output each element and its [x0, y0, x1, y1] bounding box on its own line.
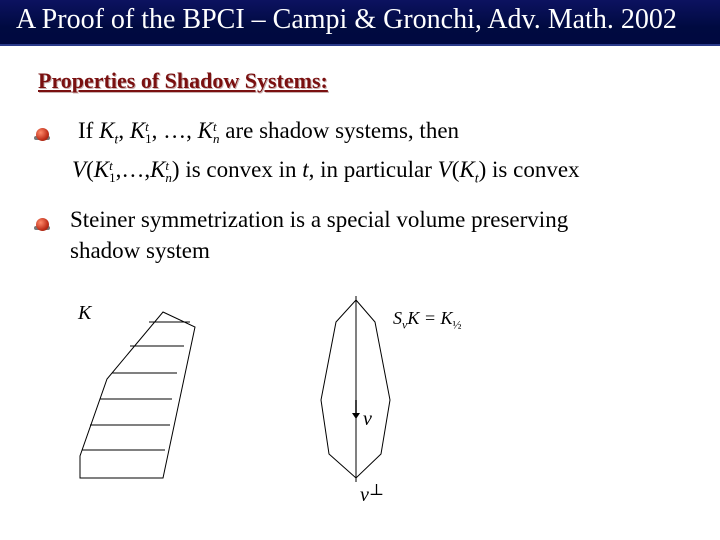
text: ,…,	[115, 157, 151, 182]
math-sup: t	[145, 118, 149, 134]
math-var: K	[129, 118, 146, 143]
body-k-outline	[80, 312, 195, 478]
math-sub: t	[114, 132, 119, 148]
math-sup: t	[165, 157, 170, 173]
math-var: V	[72, 157, 87, 182]
text: , in particular	[308, 157, 438, 182]
math-var: K	[150, 157, 166, 182]
math-var: K	[197, 118, 213, 143]
math-sub: 1	[109, 169, 116, 185]
math-sub: ½	[452, 317, 462, 332]
label-steiner	[393, 308, 462, 333]
math-sub: 1	[145, 130, 152, 146]
slide-title: A Proof of the BPCI – Campi & Gronchi, Adv. Math. 2002	[16, 4, 677, 35]
math-sub: v	[402, 317, 408, 332]
math-sub: t	[474, 171, 479, 187]
math-sup: t	[213, 118, 217, 134]
text: ) is convex	[478, 157, 580, 182]
label-v-perp	[360, 480, 384, 507]
math-var: K	[459, 157, 475, 182]
math-var: V	[437, 157, 452, 182]
math-var: v	[360, 484, 369, 506]
text: (	[451, 157, 460, 182]
bullet2-line2: shadow system	[70, 238, 210, 263]
math-sup: t	[109, 157, 113, 173]
text: , …,	[151, 118, 198, 143]
math-var: K = K	[407, 308, 453, 328]
math-var: t	[302, 157, 309, 182]
arrow-head-icon	[352, 413, 360, 419]
math-sub: n	[213, 130, 220, 146]
label-k: K	[78, 302, 92, 324]
math-sub: n	[165, 169, 172, 185]
section-heading: Properties of Shadow Systems:	[38, 68, 328, 93]
perp-symbol: ⊥	[368, 482, 384, 499]
text: ) is convex in	[171, 157, 303, 182]
text: (	[86, 157, 94, 182]
math-var: K	[99, 118, 115, 143]
math-var: S	[393, 308, 402, 328]
text: If	[78, 118, 100, 143]
label-v: v	[363, 408, 372, 430]
math-var: K	[93, 157, 110, 182]
text: ,	[118, 118, 130, 143]
text: are shadow systems, then	[219, 118, 460, 143]
bullet2-line1: Steiner symmetrization is a special volume preserving	[70, 207, 569, 232]
